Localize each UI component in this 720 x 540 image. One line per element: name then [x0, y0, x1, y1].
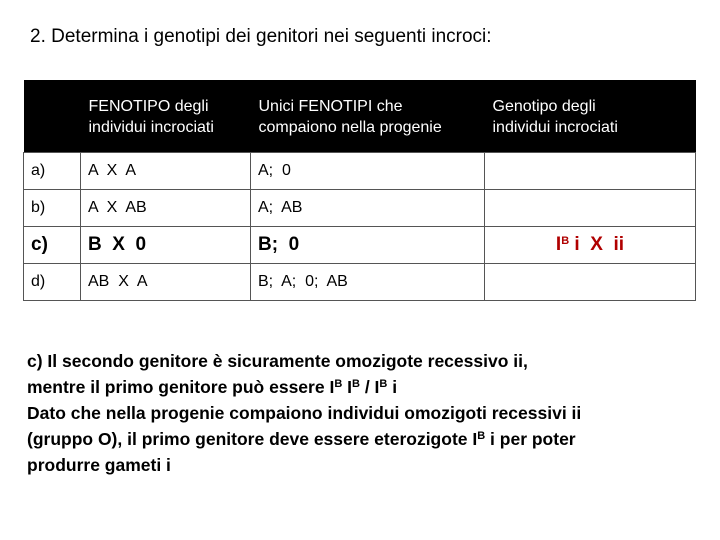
exercise-title: 2. Determina i genotipi dei genitori nei seguenti incroci: [30, 26, 492, 47]
header-cell-progeny: Unici FENOTIPI che compaiono nella progenie [251, 80, 485, 153]
row-phenotype: AB X A [81, 264, 251, 301]
row-progeny: A; AB [251, 190, 485, 227]
header-cell-genotype: Genotipo degli individui incrociati [485, 80, 696, 153]
genotype-table [23, 80, 696, 301]
row-progeny: B; A; 0; AB [251, 264, 485, 301]
explanation-line-5: produrre gameti i [27, 455, 171, 475]
explanation-line-4: (gruppo O), il primo genitore deve essere eterozigote $I^B$ i per poter [27, 429, 576, 449]
header-cell-empty [24, 80, 81, 153]
table-header-row [24, 80, 696, 153]
explanation-line-1: c) Il secondo genitore è sicuramente omozigote recessivo ii, [27, 351, 528, 371]
row-phenotype: A X AB [81, 190, 251, 227]
row-genotype-answer: $I^B$ i X ii [485, 227, 696, 264]
row-phenotype: A X A [81, 153, 251, 190]
row-genotype [485, 153, 696, 190]
row-phenotype: B X 0 [81, 227, 251, 264]
row-genotype [485, 190, 696, 227]
table-row-a [24, 153, 696, 190]
row-label: a) [24, 153, 81, 190]
row-progeny: B; 0 [251, 227, 485, 264]
row-progeny: A; 0 [251, 153, 485, 190]
row-label: d) [24, 264, 81, 301]
explanation-line-2: mentre il primo genitore può essere $I^B$ $I^B / I^B$ i [27, 377, 398, 397]
row-genotype [485, 264, 696, 301]
table-row-d [24, 264, 696, 301]
table-row-b [24, 190, 696, 227]
row-label: b) [24, 190, 81, 227]
header-cell-phenotype: FENOTIPO degli individui incrociati [81, 80, 251, 153]
explanation-paragraph [27, 348, 697, 478]
explanation-line-3: Dato che nella progenie compaiono individui omozigoti recessivi ii [27, 403, 582, 423]
row-label: c) [24, 227, 81, 264]
table-row-c [24, 227, 696, 264]
